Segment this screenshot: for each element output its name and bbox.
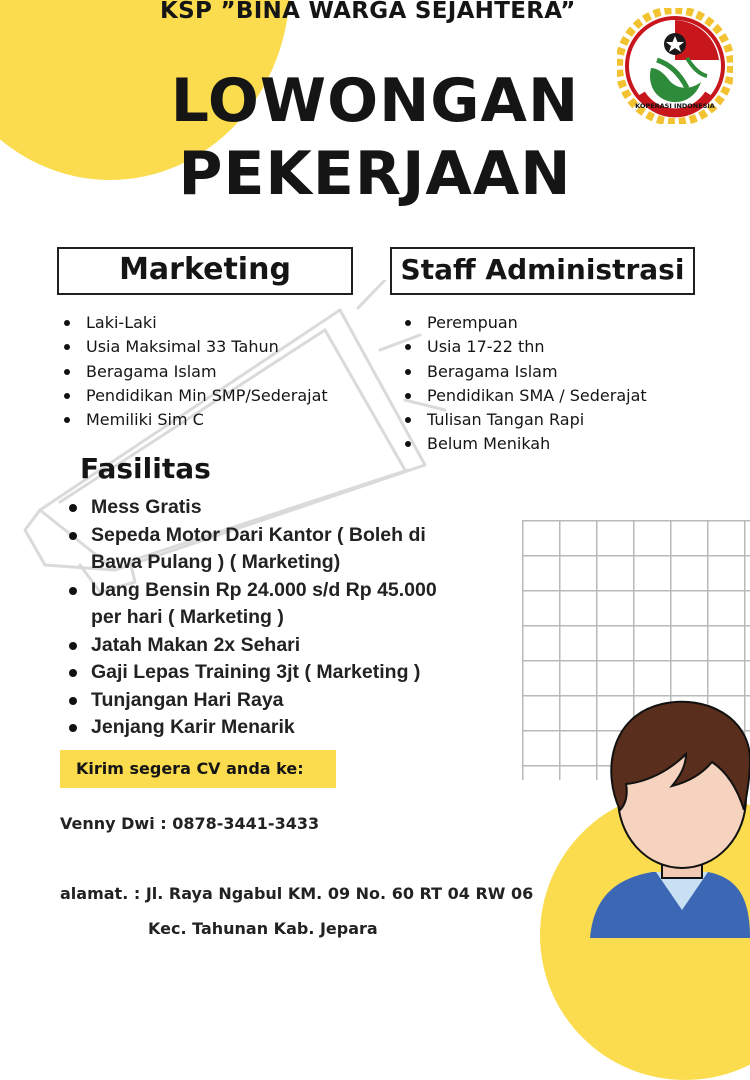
facilities-list — [66, 494, 466, 742]
headline-line-1: LOWONGAN — [170, 66, 580, 136]
marketing-title-box: Marketing — [57, 247, 353, 295]
contact-phone: Venny Dwi : 0878-3441-3433 — [60, 814, 320, 833]
list-item: Pendidikan SMA / Sederajat — [401, 384, 647, 408]
list-item: Sepeda Motor Dari Kantor ( Boleh di Bawa Pulang ) ( Marketing) — [66, 522, 466, 577]
address-line-2: Kec. Tahunan Kab. Jepara — [148, 919, 378, 938]
list-item: Uang Bensin Rp 24.000 s/d Rp 45.000 per hari ( Marketing ) — [66, 577, 466, 632]
person-illustration — [560, 688, 750, 938]
organization-name: KSP ”BINA WARGA SEJAHTERA” — [160, 0, 576, 24]
list-item: Usia 17-22 thn — [401, 335, 647, 359]
facilities-title: Fasilitas — [80, 452, 211, 485]
list-item: Jenjang Karir Menarik — [66, 714, 466, 742]
address-line-1: alamat. : Jl. Raya Ngabul KM. 09 No. 60 RT 04 RW 06 — [60, 884, 534, 903]
list-item: Memiliki Sim C — [60, 408, 328, 432]
list-item: Tunjangan Hari Raya — [66, 687, 466, 715]
staff-requirements-list — [401, 311, 647, 457]
list-item: Gaji Lepas Training 3jt ( Marketing ) — [66, 659, 466, 687]
marketing-requirements-list — [60, 311, 328, 432]
list-item: Jatah Makan 2x Sehari — [66, 632, 466, 660]
headline-line-2: PEKERJAAN — [178, 139, 572, 209]
cta-banner: Kirim segera CV anda ke: — [60, 750, 336, 788]
staff-administrasi-title-box: Staff Administrasi — [390, 247, 695, 295]
list-item: Perempuan — [401, 311, 647, 335]
logo-caption: KOPERASI INDONESIA — [635, 102, 715, 110]
list-item: Laki-Laki — [60, 311, 328, 335]
list-item: Beragama Islam — [401, 360, 647, 384]
list-item: Beragama Islam — [60, 360, 328, 384]
list-item: Pendidikan Min SMP/Sederajat — [60, 384, 328, 408]
list-item: Belum Menikah — [401, 432, 647, 456]
list-item: Usia Maksimal 33 Tahun — [60, 335, 328, 359]
list-item: Mess Gratis — [66, 494, 466, 522]
list-item: Tulisan Tangan Rapi — [401, 408, 647, 432]
